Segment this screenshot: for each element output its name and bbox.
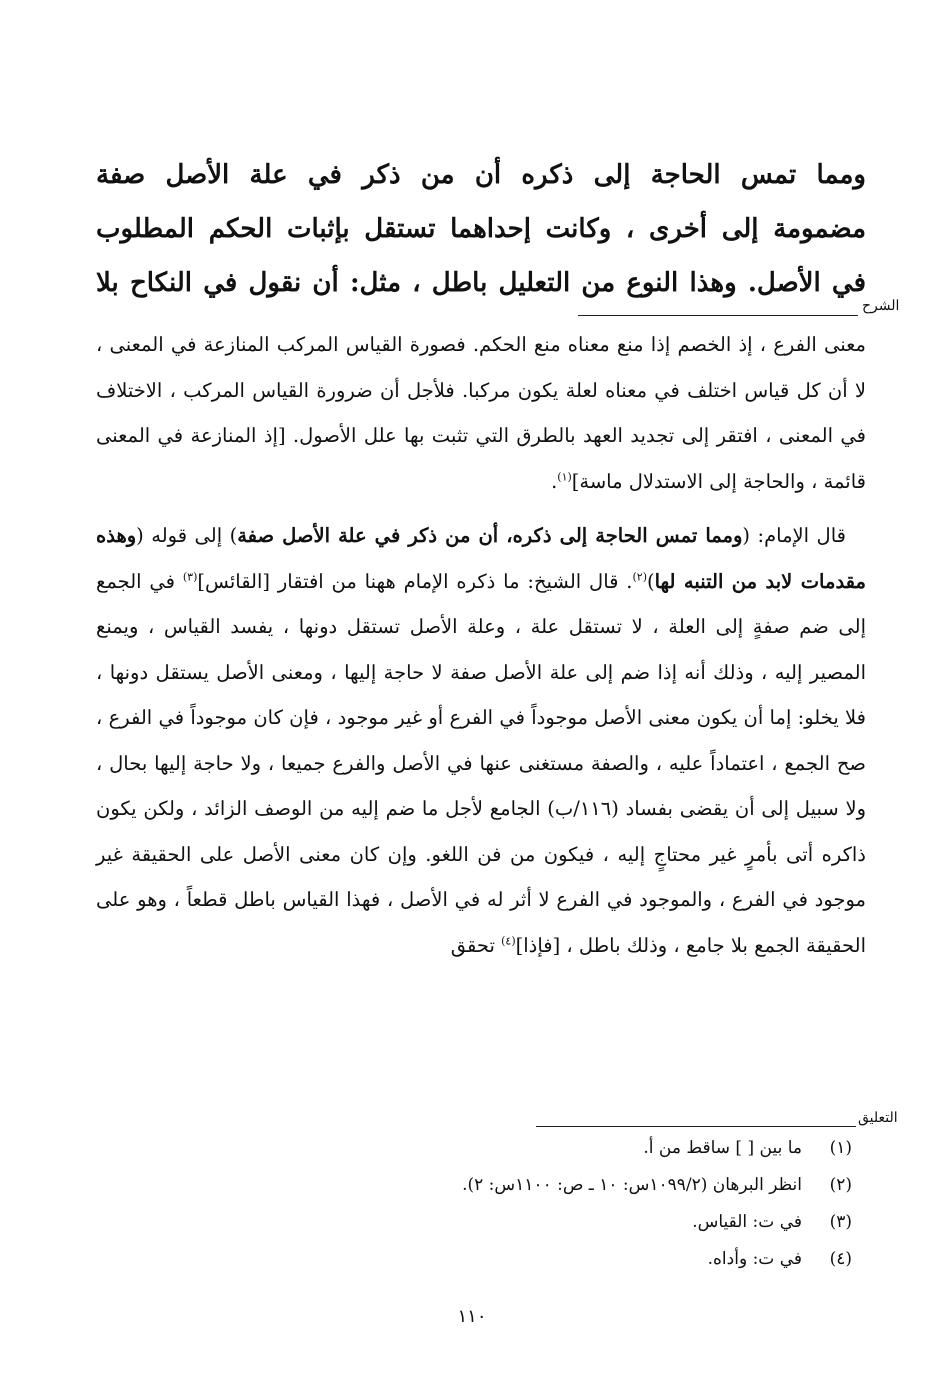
- footnote-text: في ت: القياس.: [692, 1212, 802, 1232]
- main-text: [96, 148, 866, 310]
- footnote-item: [152, 1167, 852, 1204]
- sharh-divider: [578, 315, 858, 316]
- page-number: ١١٠: [457, 1306, 487, 1327]
- sharh-label: الشرح: [862, 298, 900, 314]
- footnotes: [152, 1130, 852, 1278]
- footnote-item: [152, 1204, 852, 1241]
- footnote-ref: (٢): [632, 570, 647, 583]
- footnote-item: [152, 1241, 852, 1278]
- footnote-number: (١): [829, 1138, 852, 1158]
- commentary-text: ) إلى قوله (: [136, 524, 238, 547]
- commentary-text: تحقق: [450, 933, 502, 957]
- footnote-ref: (١): [557, 470, 572, 483]
- commentary-text: قال الإمام: (: [742, 524, 846, 547]
- main-text-line: مضمومة إلى أخرى ، وكانت إحداهما تستقل بإثبات الحكم المطلوب: [96, 214, 866, 244]
- footnote-ref: (٤): [501, 934, 516, 947]
- main-text-line: ومما تمس الحاجة إلى ذكره أن من ذكر في علة الأصل صفة: [96, 160, 866, 190]
- footnote-text: في ت: وأداه.: [707, 1249, 802, 1269]
- footnote-text: ما بين [ ] ساقط من أ.: [643, 1138, 802, 1158]
- footnote-ref: (٣): [182, 570, 198, 583]
- taliq-label: التعليق: [858, 1110, 898, 1126]
- main-text-line: في الأصل. وهذا النوع من التعليل باطل ، مثل: أن نقول في النكاح بلا: [96, 268, 866, 298]
- footnote-number: (٣): [829, 1212, 852, 1232]
- commentary-text: .: [551, 469, 558, 493]
- footnote-text: انظر البرهان (١٠٩٩/٢س: ١٠ ـ ص: ١١٠٠س: ٢).: [462, 1175, 802, 1195]
- commentary: [96, 322, 866, 968]
- footnote-number: (٤): [829, 1249, 852, 1269]
- taliq-divider: [536, 1126, 856, 1127]
- commentary-text: معنى الفرع ، إذ الخصم إذا منع معناه منع الحكم. فصورة القياس المركب المنازعة في المعنى ، لا أن كل قياس اختلف في معناه لعلة يكون مركبا. فلأجل أن ضرورة القياس المركب ، الاختلاف في المعنى ، افتقر إلى تجديد العهد بالطرق التي تثبت بها علل الأصول. [إذ المنازعة في المعنى قائمة ، والحاجة إلى الاستدلال ماسة]: [96, 333, 866, 493]
- quoted-text: ومما تمس الحاجة إلى ذكره، أن من ذكر في علة الأصل صفة: [237, 524, 743, 547]
- commentary-paragraph: [96, 513, 866, 968]
- footnote-number: (٢): [829, 1175, 852, 1195]
- commentary-text: . قال الشيخ: ما ذكره الإمام ههنا من افتقار [القائس]: [197, 569, 633, 593]
- quoted-text: وهذه مقدمات لابد من التنبه لها: [96, 524, 866, 593]
- commentary-paragraph: [96, 322, 866, 504]
- footnote-item: [152, 1130, 852, 1167]
- commentary-text: ): [647, 569, 655, 593]
- commentary-text: في الجمع إلى ضم صفةٍ إلى العلة ، لا تستقل علة ، وعلة الأصل تستقل دونها ، يفسد القياس ، ويمنع المصير إليه ، وذلك أنه إذا ضم إلى علة الأصل صفة لا حاجة إليها ، ومعنى الأصل يستقل دونها ، فلا يخلو: إما أن يكون معنى الأصل موجوداً في الفرع أو غير موجود ، فإن كان موجوداً في الفرع ، صح الجمع ، اعتماداً عليه ، والصفة مستغنى عنها في الأصل والفرع جميعا ، ولا حاجة إليها بحال ، ولا سبيل إلى أن يقضى بفساد (١١٦/ب) الجامع لأجل ما ضم إليه من الوصف الزائد ، ولكن يكون ذاكره أتى بأمرٍ غير محتاجٍ إليه ، فيكون من فن اللغو. وإن كان معنى الأصل على الحقيقة غير موجود في الفرع ، والموجود في الفرع لا أثر له في الأصل ، فهذا القياس باطل قطعاً ، وهو على الحقيقة الجمع بلا جامع ، وذلك باطل ، [فإذا]: [96, 569, 866, 957]
